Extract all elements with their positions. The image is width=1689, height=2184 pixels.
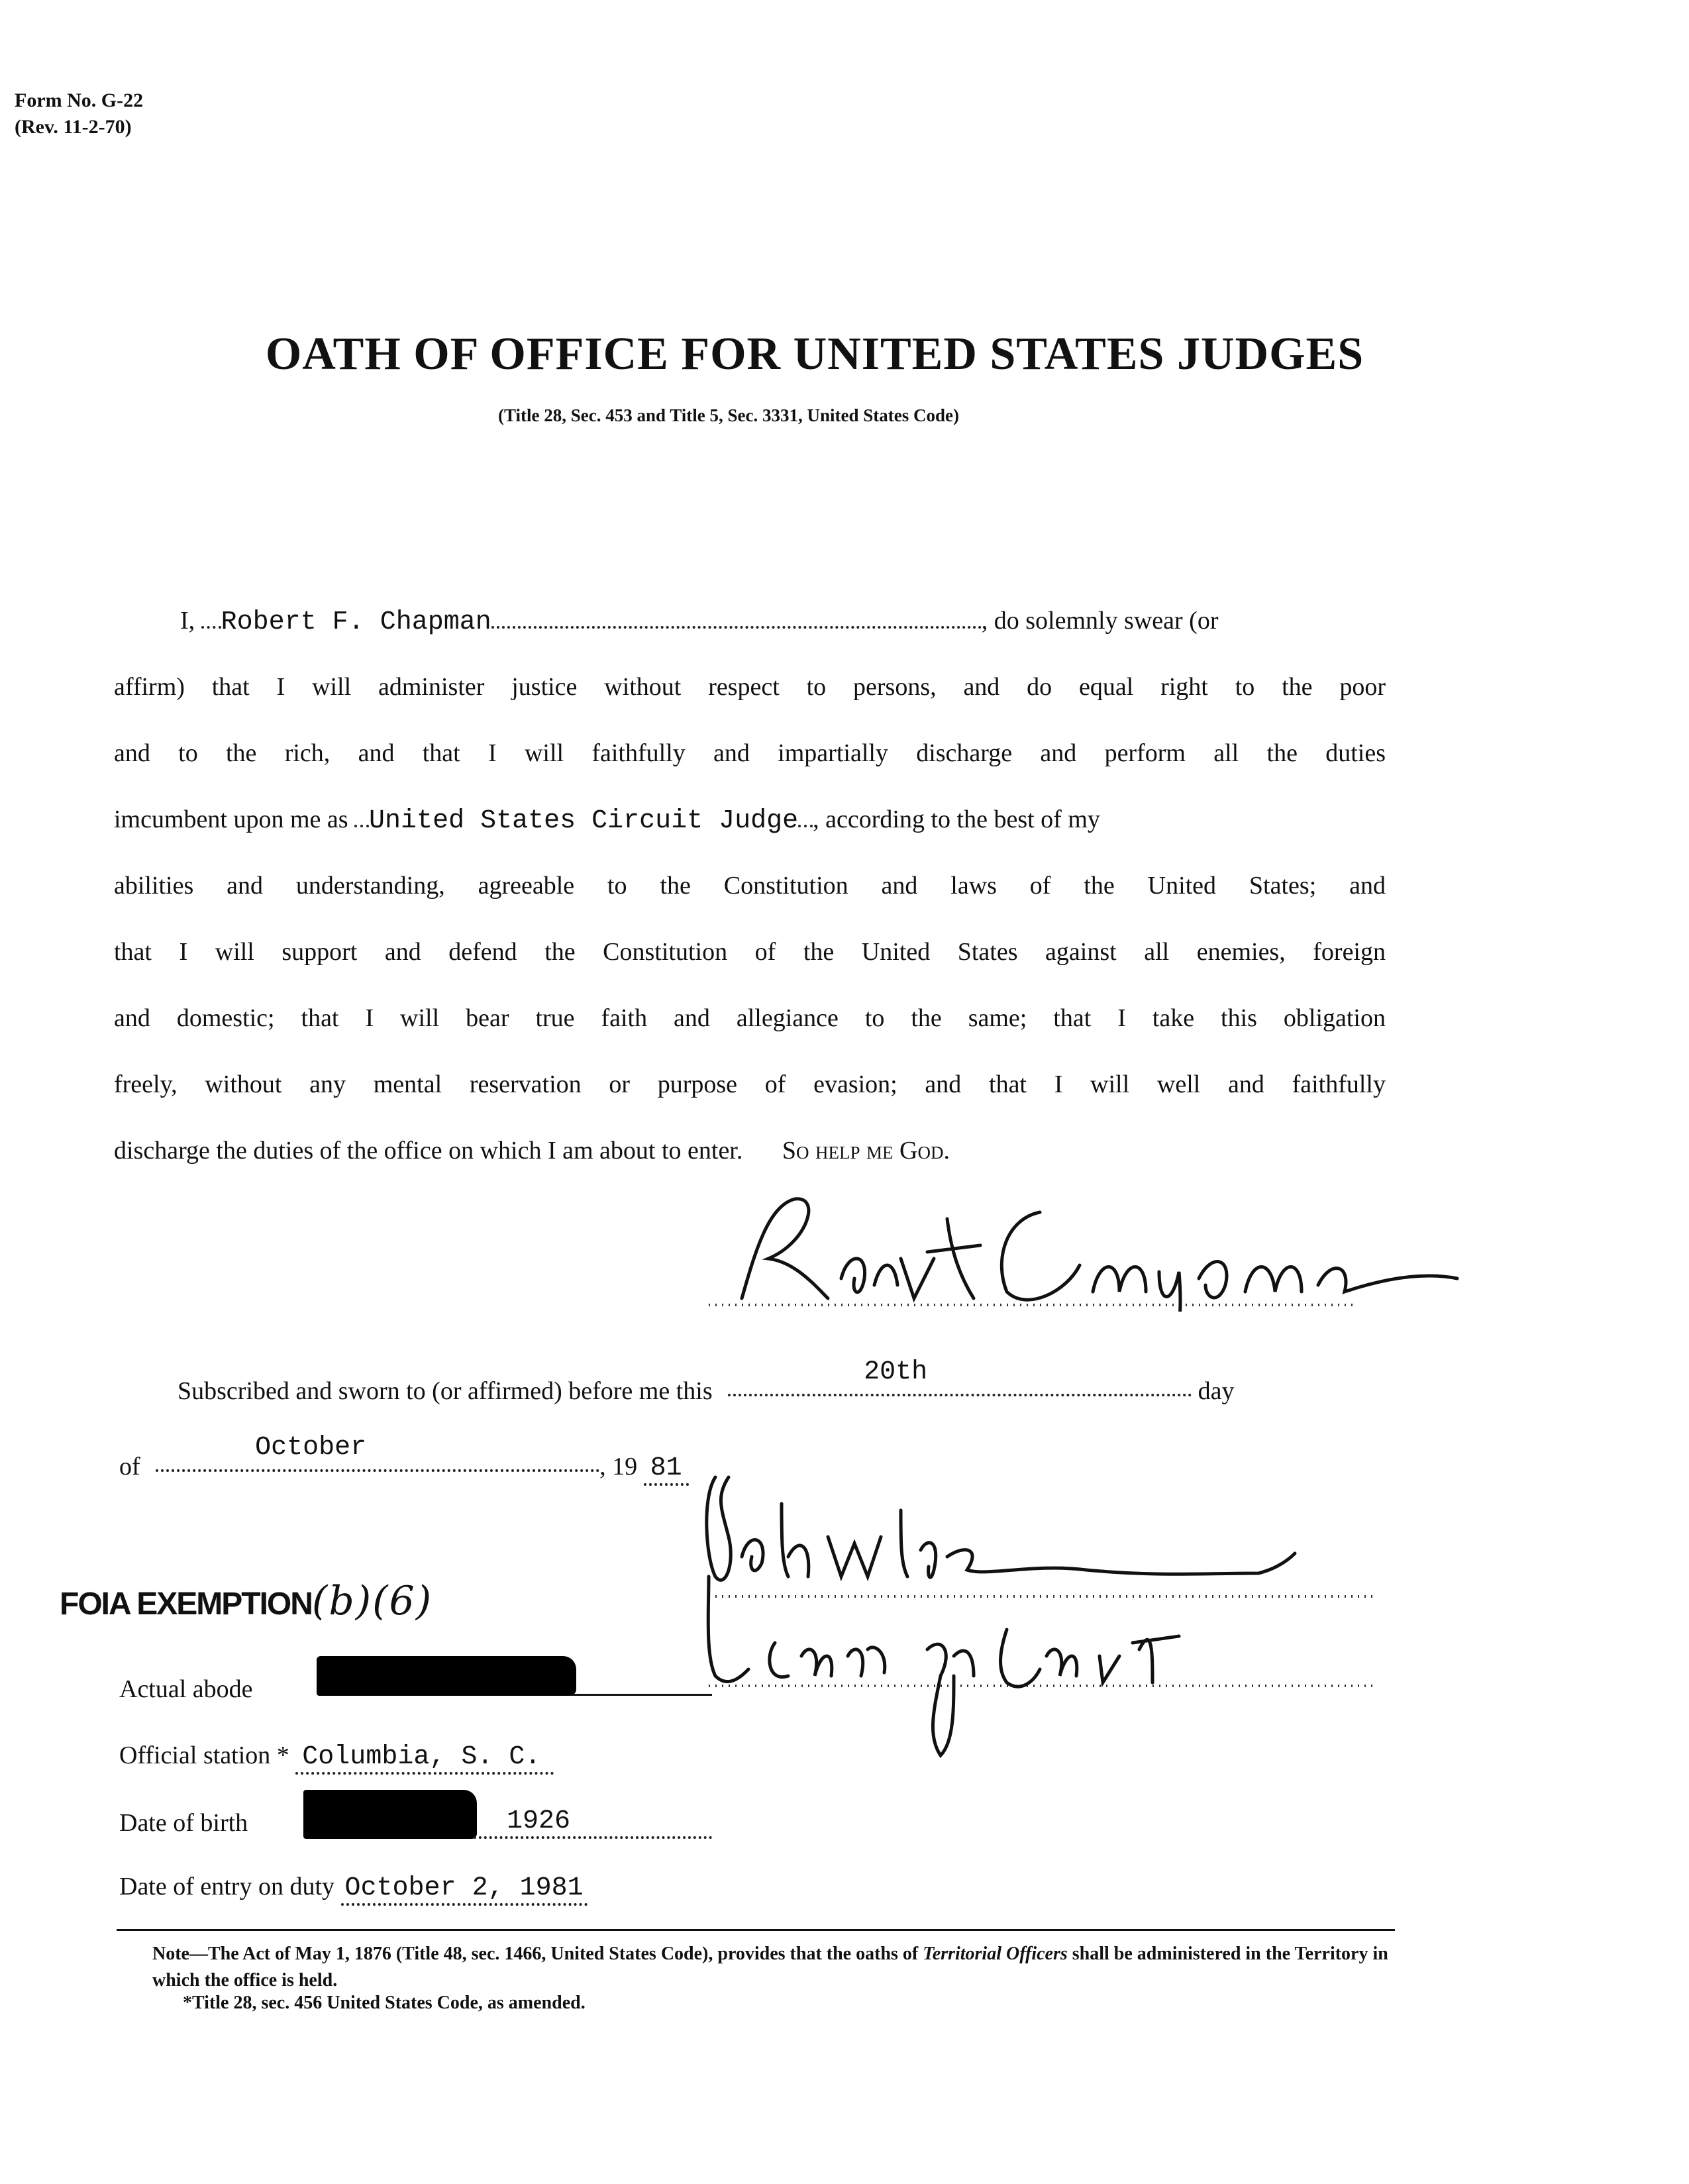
oath-line-1	[180, 606, 1386, 637]
oath-line-6: that I will support and defend the Constitution of the United States against all enemies, foreign	[114, 938, 1386, 966]
jurat-line-2	[119, 1433, 782, 1483]
oath-name-field: Robert F. Chapman	[221, 607, 491, 637]
official-station-row	[119, 1741, 554, 1772]
abode-underline	[570, 1694, 712, 1696]
oath-line-8: freely, without any mental reservation or purpose of evasion; and that I will well and faithfully	[114, 1070, 1386, 1098]
fill-dots	[201, 622, 221, 629]
year-field: 81	[644, 1453, 689, 1486]
date-of-birth-value: 1926	[507, 1806, 571, 1836]
jurat-line-1	[178, 1357, 1390, 1406]
jurat-day-suffix: day	[1198, 1377, 1235, 1405]
date-of-birth-label: Date of birth	[119, 1809, 248, 1837]
fill-dots	[354, 821, 369, 827]
oath-line-3: and to the rich, and that I will faithfully and impartially discharge and perform all the duties	[114, 739, 1386, 767]
note-suffix: shall be administered in the Territory in which the office is held.	[152, 1944, 1388, 1991]
entry-row	[119, 1872, 588, 1903]
document-title: OATH OF OFFICE FOR UNITED STATES JUDGES	[265, 329, 1364, 380]
redaction-box	[317, 1656, 576, 1696]
oath-line-5: abilities and understanding, agreeable to the Constitution and laws of the United States; and	[114, 872, 1386, 900]
foia-stamp	[60, 1578, 433, 1624]
entry-label: Date of entry on duty	[119, 1873, 335, 1900]
oath-closing: So help me God.	[782, 1137, 950, 1165]
fill-dots	[491, 622, 982, 629]
form-number: Form No. G-22	[15, 89, 144, 111]
fill-dots	[156, 1465, 599, 1472]
actual-abode-label: Actual abode	[119, 1675, 253, 1703]
foia-code: (b)(6)	[311, 1578, 433, 1624]
oath-line1-suffix: , do solemnly swear (or	[981, 607, 1219, 635]
document-subtitle: (Title 28, Sec. 453 and Title 5, Sec. 3331, United States Code)	[498, 405, 959, 425]
entry-value: October 2, 1981	[341, 1873, 588, 1906]
oath-line4-suffix: , according to the best of my	[813, 806, 1100, 833]
oath-line-7: and domestic; that I will bear true faith and allegiance to the same; that I take this obligation	[114, 1004, 1386, 1032]
oath-line-9	[114, 1136, 1386, 1165]
clerk-signature	[689, 1457, 1391, 1769]
day-field: 20th	[864, 1357, 928, 1387]
month-field: October	[255, 1433, 367, 1463]
oath-prefix: I,	[180, 607, 195, 635]
official-station-label: Official station *	[119, 1742, 289, 1769]
foia-text: FOIA EXEMPTION	[60, 1586, 312, 1622]
oath-line4-prefix: imcumbent upon me as	[114, 806, 348, 833]
footnote: *Title 28, sec. 456 United States Code, as amended.	[183, 1993, 586, 2013]
note-text: Note—The Act of May 1, 1876 (Title 48, sec. 1466, United States Code), provides that the oaths of	[152, 1944, 919, 1964]
form-revision: (Rev. 11-2-70)	[15, 116, 132, 138]
jurat-year-prefix: , 19	[599, 1453, 638, 1481]
form-number-block	[15, 87, 143, 140]
jurat-prefix: Subscribed and sworn to (or affirmed) before me this	[178, 1377, 713, 1405]
judge-signature	[695, 1179, 1464, 1312]
oath-line9-text: discharge the duties of the office on which I am about to enter.	[114, 1137, 743, 1165]
note-italic: Territorial Officers	[923, 1944, 1068, 1964]
oath-line-2: affirm) that I will administer justice without respect to persons, and do equal right to the poor	[114, 673, 1386, 701]
redaction-box	[303, 1790, 477, 1839]
office-field: United States Circuit Judge	[369, 806, 799, 836]
fill-dots	[798, 821, 813, 827]
note	[152, 1941, 1398, 1994]
fill-dots	[728, 1390, 1192, 1396]
oath-line-4	[114, 805, 1386, 836]
dob-year-row	[474, 1805, 712, 1839]
divider	[117, 1929, 1395, 1931]
official-station-value: Columbia, S. C.	[295, 1742, 554, 1775]
jurat-of: of	[119, 1453, 140, 1481]
